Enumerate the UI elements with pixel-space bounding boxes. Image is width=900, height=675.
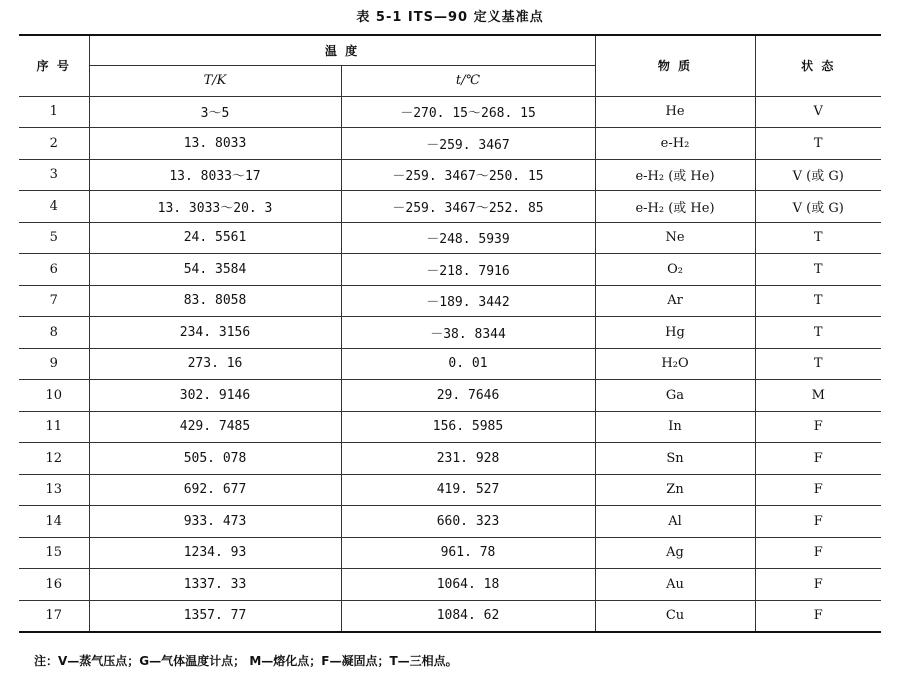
cell-index: 9 [19,348,89,380]
cell-substance: H₂O [595,348,755,380]
cell-t-celsius: －259. 3467～252. 85 [341,191,595,223]
cell-index: 2 [19,128,89,160]
table-title: 表 5-1 ITS—90 定义基准点 [356,10,544,25]
cell-t-kelvin: 54. 3584 [89,254,341,286]
cell-index: 11 [19,411,89,443]
cell-index: 10 [19,380,89,412]
cell-substance: e-H₂ (或 He) [595,191,755,223]
table-row [19,411,881,443]
table-row [19,537,881,569]
cell-t-kelvin: 1357. 77 [89,600,341,632]
cell-substance: Ar [595,285,755,317]
cell-t-celsius: －248. 5939 [341,222,595,254]
cell-t-kelvin: 1234. 93 [89,537,341,569]
table-body [19,96,881,632]
table-row [19,600,881,632]
cell-t-celsius: －259. 3467 [341,128,595,160]
table-row [19,222,881,254]
table-row [19,317,881,349]
header-row-1 [19,35,881,65]
table-row [19,285,881,317]
cell-index: 13 [19,474,89,506]
cell-state: F [755,537,881,569]
cell-t-kelvin: 13. 8033～17 [89,159,341,191]
cell-index: 6 [19,254,89,286]
cell-index: 7 [19,285,89,317]
cell-state: M [755,380,881,412]
table-row [19,159,881,191]
cell-index: 8 [19,317,89,349]
cell-t-kelvin: 302. 9146 [89,380,341,412]
cell-state: T [755,285,881,317]
cell-state: F [755,443,881,475]
cell-index: 16 [19,569,89,601]
cell-substance: e-H₂ (或 He) [595,159,755,191]
cell-t-kelvin: 3～5 [89,96,341,128]
cell-t-kelvin: 505. 078 [89,443,341,475]
header-state: 状 态 [755,35,881,96]
header-substance: 物 质 [595,35,755,96]
cell-state: V (或 G) [755,191,881,223]
cell-state: T [755,348,881,380]
cell-t-kelvin: 234. 3156 [89,317,341,349]
cell-t-celsius: 29. 7646 [341,380,595,412]
footnote: 注：V—蒸气压点；G—气体温度计点； M—熔化点；F—凝固点；T—三相点。 [34,654,458,668]
cell-substance: Sn [595,443,755,475]
cell-substance: Zn [595,474,755,506]
table-row [19,443,881,475]
cell-index: 3 [19,159,89,191]
table-row [19,380,881,412]
header-t-kelvin: T/K [89,65,341,96]
header-temperature: 温 度 [89,35,595,65]
cell-index: 17 [19,600,89,632]
cell-index: 4 [19,191,89,223]
cell-t-celsius: 419. 527 [341,474,595,506]
cell-substance: Cu [595,600,755,632]
cell-t-kelvin: 692. 677 [89,474,341,506]
header-t-celsius: t/℃ [341,65,595,96]
cell-t-celsius: 231. 928 [341,443,595,475]
table-row [19,569,881,601]
cell-t-kelvin: 273. 16 [89,348,341,380]
cell-state: F [755,411,881,443]
cell-state: T [755,317,881,349]
cell-substance: Al [595,506,755,538]
header-index: 序 号 [19,35,89,96]
cell-t-celsius: 1064. 18 [341,569,595,601]
cell-t-kelvin: 429. 7485 [89,411,341,443]
table-row [19,128,881,160]
cell-index: 1 [19,96,89,128]
cell-substance: Ag [595,537,755,569]
cell-t-kelvin: 24. 5561 [89,222,341,254]
cell-state: V [755,96,881,128]
cell-state: F [755,506,881,538]
cell-t-celsius: －189. 3442 [341,285,595,317]
table-row [19,254,881,286]
table-row [19,348,881,380]
cell-index: 5 [19,222,89,254]
its90-table [19,34,881,633]
cell-substance: In [595,411,755,443]
cell-state: F [755,474,881,506]
cell-index: 14 [19,506,89,538]
cell-substance: Ga [595,380,755,412]
cell-state: T [755,254,881,286]
cell-t-kelvin: 13. 3033～20. 3 [89,191,341,223]
cell-state: T [755,222,881,254]
cell-state: T [755,128,881,160]
cell-t-celsius: 961. 78 [341,537,595,569]
cell-substance: e-H₂ [595,128,755,160]
cell-substance: O₂ [595,254,755,286]
cell-index: 15 [19,537,89,569]
cell-t-celsius: －259. 3467～250. 15 [341,159,595,191]
cell-t-celsius: 156. 5985 [341,411,595,443]
cell-state: F [755,600,881,632]
cell-index: 12 [19,443,89,475]
cell-t-celsius: 660. 323 [341,506,595,538]
cell-t-celsius: －38. 8344 [341,317,595,349]
cell-state: F [755,569,881,601]
cell-state: V (或 G) [755,159,881,191]
cell-t-kelvin: 1337. 33 [89,569,341,601]
table-row [19,96,881,128]
cell-t-celsius: －218. 7916 [341,254,595,286]
cell-t-kelvin: 13. 8033 [89,128,341,160]
cell-substance: Ne [595,222,755,254]
table-row [19,506,881,538]
cell-substance: Hg [595,317,755,349]
table-row [19,474,881,506]
cell-t-celsius: 1084. 62 [341,600,595,632]
cell-t-kelvin: 933. 473 [89,506,341,538]
cell-substance: Au [595,569,755,601]
cell-t-kelvin: 83. 8058 [89,285,341,317]
cell-substance: He [595,96,755,128]
table-row [19,191,881,223]
cell-t-celsius: 0. 01 [341,348,595,380]
cell-t-celsius: －270. 15～268. 15 [341,96,595,128]
